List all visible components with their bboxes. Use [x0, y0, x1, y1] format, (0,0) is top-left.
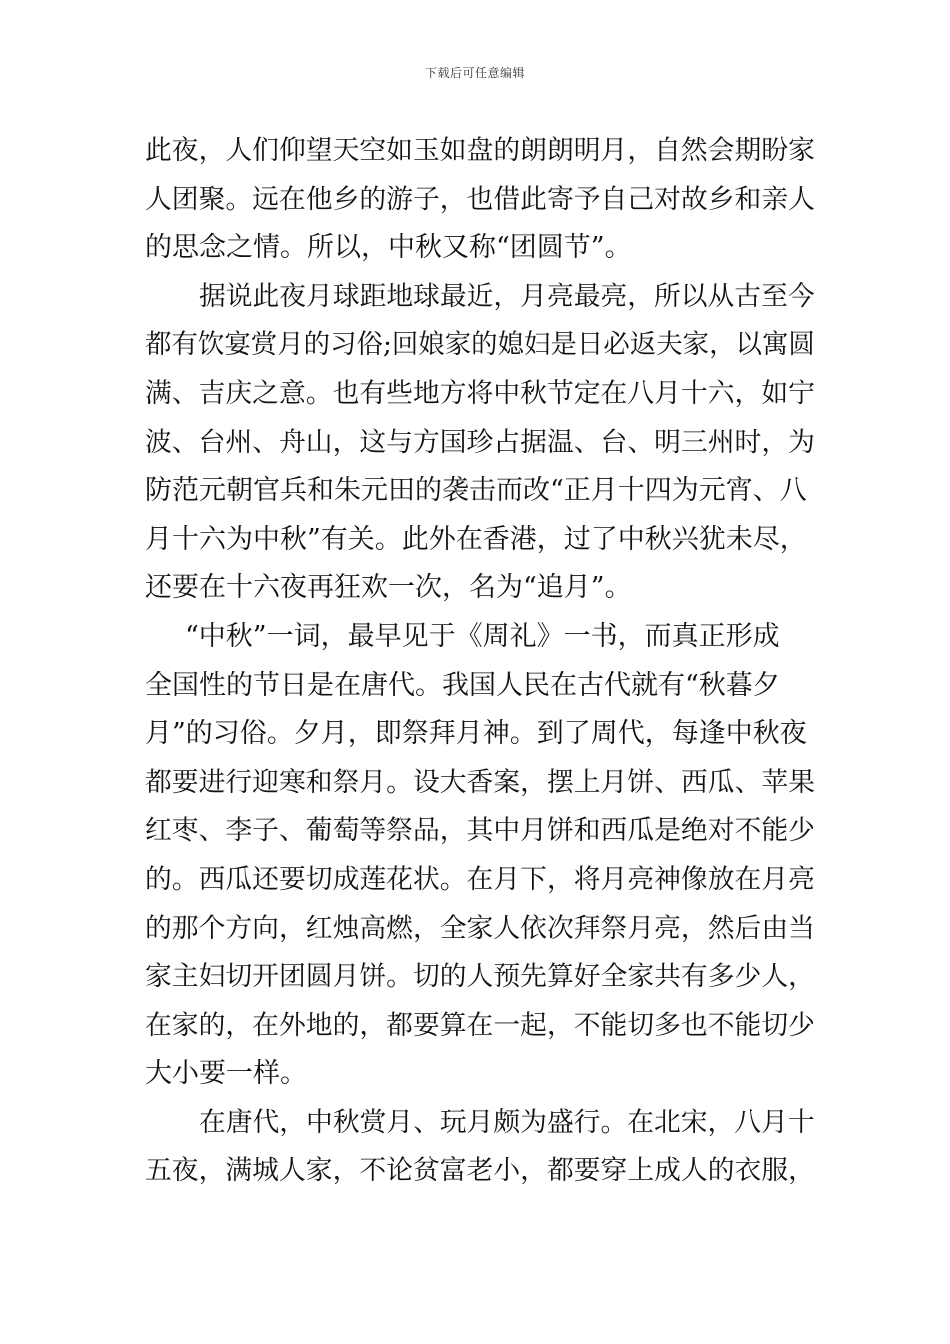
text-line: 在唐代，中秋赏月、玩月颇为盛行。在北宋，八月十: [199, 1106, 815, 1138]
text-line: 的。西瓜还要切成莲花状。在月下，将月亮神像放在月亮: [145, 863, 815, 895]
text-line: “中秋”一词，最早见于《周礼》一书，而真正形成: [185, 620, 780, 652]
text-line: 全国性的节日是在唐代。我国人民在古代就有“秋暮夕: [145, 669, 780, 701]
text-line: 大小要一样。: [145, 1058, 307, 1090]
text-line: 月十六为中秋”有关。此外在香港，过了中秋兴犹未尽，: [145, 523, 807, 555]
text-line: 家主妇切开团圆月饼。切的人预先算好全家共有多少人，: [145, 961, 815, 993]
text-line: 防范元朝官兵和朱元田的袭击而改“正月十四为元宵、八: [145, 475, 807, 507]
text-line: 在家的，在外地的，都要算在一起，不能切多也不能切少: [145, 1009, 815, 1041]
text-line: 红枣、李子、葡萄等祭品，其中月饼和西瓜是绝对不能少: [145, 815, 815, 847]
page-header: 下载后可任意编辑: [424, 66, 525, 80]
text-line: 五夜，满城人家，不论贫富老小，都要穿上成人的衣服，: [145, 1155, 815, 1187]
text-line: 都要进行迎寒和祭月。设大香案，摆上月饼、西瓜、苹果: [145, 766, 815, 798]
text-line: 都有饮宴赏月的习俗;回娘家的媳妇是日必返夫家，以寓圆: [145, 329, 815, 361]
text-line: 的思念之情。所以，中秋又称“团圆节”。: [145, 232, 632, 264]
text-line: 波、台州、舟山，这与方国珍占据温、台、明三州时，为: [145, 426, 815, 458]
text-line: 人团聚。远在他乡的游子，也借此寄予自己对故乡和亲人: [145, 183, 815, 215]
text-line: 满、吉庆之意。也有些地方将中秋节定在八月十六，如宁: [145, 377, 815, 409]
paragraph-1: [145, 127, 815, 273]
document-body: [145, 127, 815, 1196]
text-line: 此夜，人们仰望天空如玉如盘的朗朗明月，自然会期盼家: [145, 135, 815, 166]
text-line: 月”的习俗。夕月，即祭拜月神。到了周代，每逢中秋夜: [145, 718, 807, 750]
paragraph-4: [145, 1099, 815, 1196]
text-line: 据说此夜月球距地球最近，月亮最亮，所以从古至今: [199, 280, 815, 312]
paragraph-3: [145, 613, 815, 1099]
text-line: 还要在十六夜再狂欢一次，名为“追月”。: [145, 572, 632, 604]
text-line: 的那个方向，红烛高燃，全家人依次拜祭月亮，然后由当: [145, 912, 815, 944]
paragraph-2: [145, 273, 815, 613]
